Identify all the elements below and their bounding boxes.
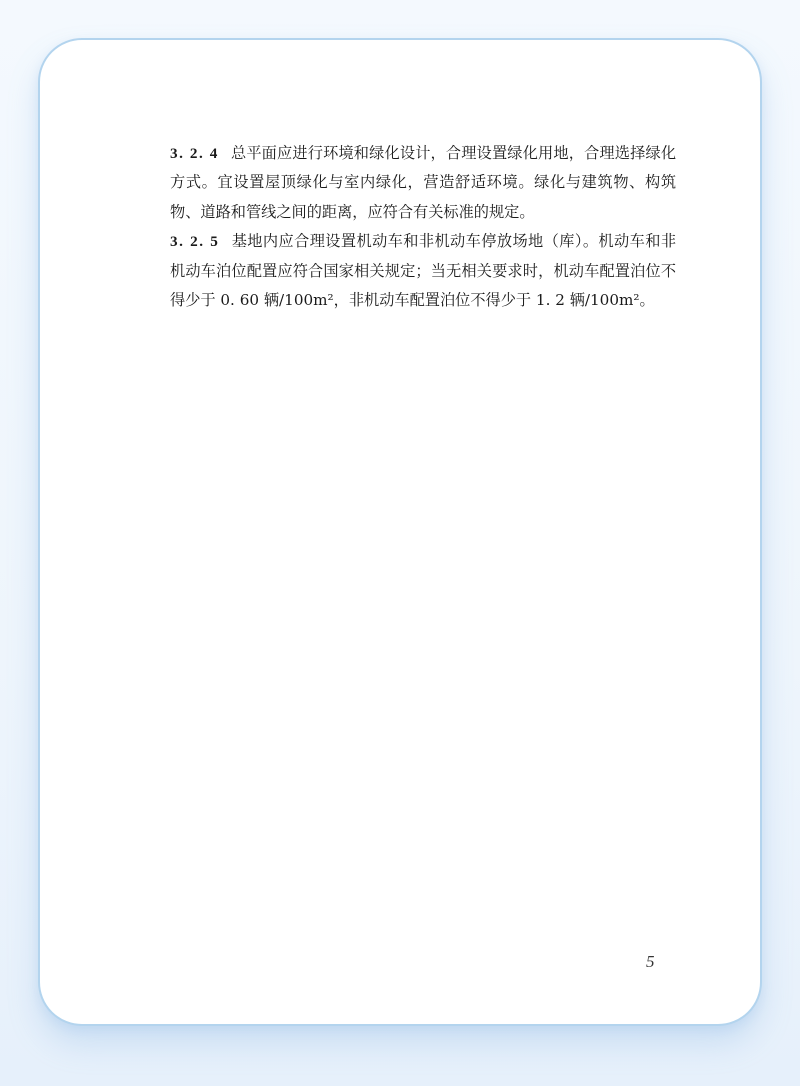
clause-text: 总平面应进行环境和绿化设计，合理设置绿化用地，合理选择绿化方式。宜设置屋顶绿化与室内绿化，营造舒适环境。绿化与建筑物、构筑物、道路和管线之间的距离，应符合有关标准的规定。 <box>170 144 677 221</box>
clause-number: 3. 2. 5 <box>170 233 220 251</box>
document-body <box>170 139 676 315</box>
clause-number: 3. 2. 4 <box>170 145 219 162</box>
clause-text: 基地内应合理设置机动车和非机动车停放场地（库）。机动车和非机动车泊位配置应符合国家相关规定；当无相关要求时，机动车配置泊位不得少于 0. 60 辆/100m²，非机动车配置泊位不得少于 1. 2 辆/100m²。 <box>170 232 677 310</box>
clause-3-2-4 <box>170 139 676 227</box>
clause-3-2-5 <box>170 227 676 315</box>
document-page <box>38 38 762 1026</box>
page-number: 5 <box>646 952 655 971</box>
